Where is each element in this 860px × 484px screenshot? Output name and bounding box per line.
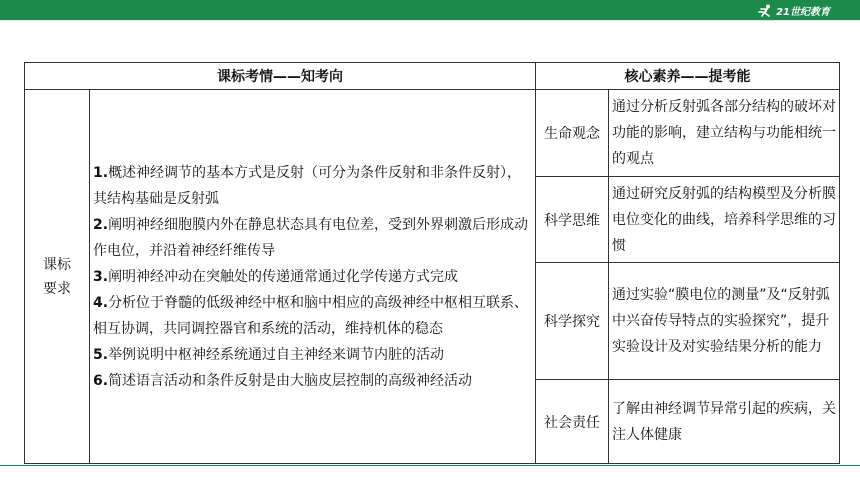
literacy-desc: 了解由神经调节异常引起的疾病，关注人体健康 (609, 380, 840, 464)
requirement-item: 1.概述神经调节的基本方式是反射（可分为条件反射和非条件反射），其结构基础是反射弧 (93, 164, 522, 207)
runner-icon (757, 4, 773, 17)
requirement-item: 6.简述语言活动和条件反射是由大脑皮层控制的高级神经活动 (93, 372, 473, 389)
header-curriculum: 课标考情——知考向 (25, 63, 536, 90)
requirements-cell (90, 90, 536, 464)
category-life-concept: 生命观念 (536, 90, 609, 177)
row-label-line1: 课标 (43, 256, 71, 273)
category-social-responsibility: 社会责任 (536, 380, 609, 464)
top-header-bar (0, 0, 860, 20)
requirement-item: 4.分析位于脊髓的低级神经中枢和脑中相应的高级神经中枢相互联系、相互协调，共同调控器官和系统的活动，维持机体的稳态 (93, 294, 529, 337)
table-row (25, 90, 840, 177)
footer-divider (0, 465, 860, 466)
brand-logo (757, 3, 830, 17)
literacy-desc: 通过分析反射弧各部分结构的破坏对功能的影响，建立结构与功能相统一的观点 (609, 90, 840, 177)
literacy-desc: 通过研究反射弧的结构模型及分析膜电位变化的曲线，培养科学思维的习惯 (609, 177, 840, 263)
category-scientific-thinking: 科学思维 (536, 177, 609, 263)
logo-text: 21世纪教育 (776, 6, 830, 18)
requirement-item: 3.阐明神经冲动在突触处的传递通常通过化学传递方式完成 (93, 268, 459, 285)
requirement-item: 2.阐明神经细胞膜内外在静息状态具有电位差，受到外界刺激后形成动作电位，并沿着神经纤维传导 (93, 216, 529, 259)
category-scientific-inquiry: 科学探究 (536, 263, 609, 380)
header-divider (0, 20, 860, 21)
row-label (25, 90, 90, 464)
table-header-row (25, 63, 840, 90)
header-literacy: 核心素养——提考能 (536, 63, 840, 90)
literacy-desc: 通过实验“膜电位的测量”及“反射弧中兴奋传导特点的实验探究”，提升实验设计及对实验结果分析的能力 (609, 263, 840, 380)
row-label-line2: 要求 (43, 280, 71, 297)
requirement-item: 5.举例说明中枢神经系统通过自主神经来调节内脏的活动 (93, 346, 445, 363)
curriculum-table (24, 62, 840, 464)
